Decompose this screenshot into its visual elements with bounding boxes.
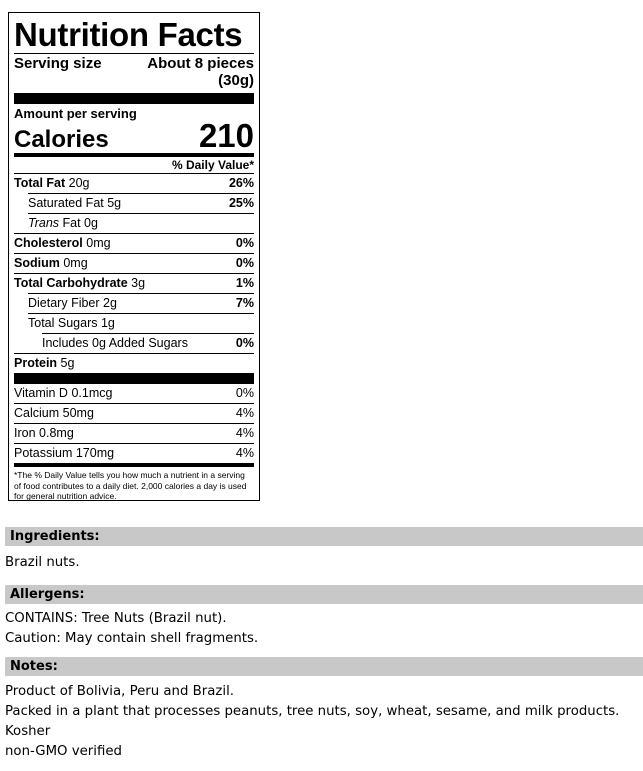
nutrient-row-protein [14, 353, 254, 373]
vitamin-amount: 50mg [62, 406, 94, 420]
serving-size-row [14, 54, 254, 93]
allergens-heading: Allergens: [5, 585, 643, 604]
calories-row [14, 119, 254, 153]
vitamin-row-potassium [14, 443, 254, 463]
vitamin-row-calcium [14, 403, 254, 423]
nutrient-row-saturated-fat [28, 193, 254, 213]
vitamin-row-vitamin-d [14, 384, 254, 403]
nutrient-name: Total Fat [14, 176, 66, 190]
calories-label: Calories [14, 126, 109, 153]
nutrient-dv: 0% [235, 236, 254, 250]
allergen-line: Caution: May contain shell fragments. [5, 631, 259, 646]
nutrient-amount: 0mg [86, 236, 111, 250]
vitamin-amount: 0.8mg [39, 426, 74, 440]
nutrient-row-total-fat [14, 174, 254, 193]
nutrient-dv: 1% [235, 276, 254, 290]
nutrient-dv: 0% [235, 256, 254, 270]
nutrient-name: Sodium [14, 256, 60, 270]
nutrient-amount: 20g [68, 176, 90, 190]
nutrient-row-added-sugars [42, 333, 254, 353]
vitamin-amount: 170mg [75, 446, 115, 460]
amount-per-serving: Amount per serving [14, 106, 137, 121]
vitamin-name: Potassium [14, 446, 73, 460]
nutrient-name: Cholesterol [14, 236, 83, 250]
ingredients-heading: Ingredients: [5, 527, 643, 546]
nutrient-name: Includes 0g Added Sugars [42, 336, 188, 350]
nutrient-row-sodium [14, 253, 254, 273]
notes-line: Product of Bolivia, Peru and Brazil. [5, 684, 234, 699]
daily-value-footnote: *The % Daily Value tells you how much a nutrient in a serving of food contributes to a daily diet. 2,000 calories a day is used for general nutrition advice. [14, 470, 247, 501]
vitamin-row-iron [14, 423, 254, 443]
allergen-line: CONTAINS: Tree Nuts (Brazil nut). [5, 611, 227, 626]
nutrition-facts-title: Nutrition Facts [14, 16, 243, 53]
nutrient-name: Dietary Fiber [28, 296, 100, 310]
vitamin-name: Calcium [14, 406, 60, 420]
nutrient-dv: 7% [235, 296, 254, 310]
nutrient-name: Protein [14, 356, 58, 370]
notes-line: non-GMO verified [5, 744, 122, 759]
nutrient-dv: 26% [228, 176, 254, 190]
nutrient-row-trans-fat [28, 213, 254, 233]
nutrient-amount: 3g [131, 276, 146, 290]
nutrition-facts-label [8, 12, 260, 501]
nutrient-dv: 25% [228, 196, 254, 210]
nutrient-name: Trans [28, 216, 60, 230]
nutrient-name: Saturated Fat [28, 196, 104, 210]
vitamin-dv: 4% [235, 426, 254, 440]
nutrient-amount: 0mg [63, 256, 88, 270]
nutrient-amount: 5g [107, 196, 122, 210]
vitamin-dv: 4% [235, 446, 254, 460]
vitamin-name: Iron [14, 426, 36, 440]
calories-value: 210 [198, 117, 254, 154]
vitamin-name: Vitamin D [14, 386, 68, 400]
vitamin-dv: 0% [235, 386, 254, 400]
serving-size-value: About 8 pieces (30g) [147, 55, 254, 89]
nutrient-name: Total Sugars [28, 316, 98, 330]
daily-value-header: % Daily Value* [171, 158, 254, 172]
vitamin-amount: 0.1mcg [71, 386, 113, 400]
notes-line: Packed in a plant that processes peanuts, tree nuts, soy, wheat, sesame, and milk products. [5, 704, 620, 719]
notes-heading: Notes: [5, 657, 643, 676]
ingredients-text: Brazil nuts. [5, 555, 80, 570]
nutrient-dv: 0% [235, 336, 254, 350]
nutrient-row-total-sugars [28, 313, 254, 333]
serving-size-label: Serving size [14, 55, 102, 72]
vitamin-dv: 4% [235, 406, 254, 420]
nutrient-name: Total Carbohydrate [14, 276, 128, 290]
notes-line: Kosher [5, 724, 51, 739]
nutrient-row-dietary-fiber [28, 293, 254, 313]
nutrient-row-total-carbohydrate [14, 273, 254, 293]
nutrient-amount: 1g [100, 316, 115, 330]
nutrient-amount: 2g [103, 296, 117, 310]
nutrient-amount: 5g [60, 356, 75, 370]
nutrient-amount: Fat 0g [62, 216, 98, 230]
nutrient-row-cholesterol [14, 233, 254, 253]
